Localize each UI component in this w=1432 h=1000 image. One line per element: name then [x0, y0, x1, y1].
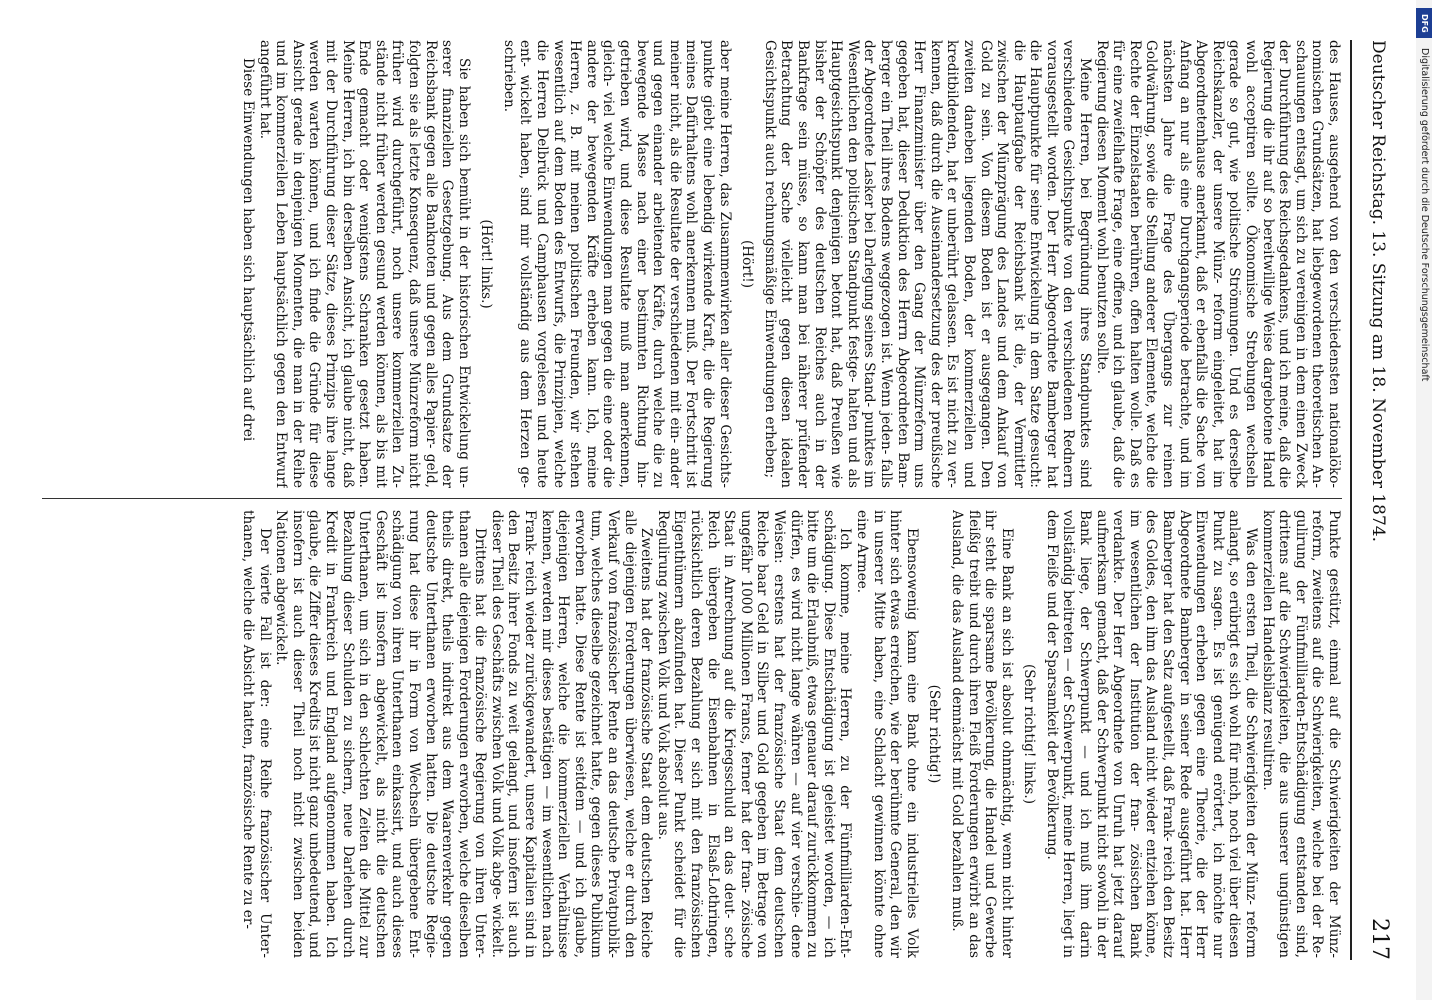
page-number: 217: [1367, 918, 1392, 960]
right-paragraph-4: Ebensowenig kann eine Bank ohne ein industrielles Volk hinter sich etwas erreichen, wie der berühmte General, den wir in unserer Mitte haben, eine Schlacht gewinnen könnte ohne eine Armee.: [853, 510, 920, 958]
column-separator: [42, 498, 1342, 499]
dfg-logo: DFG: [1416, 8, 1432, 38]
right-paragraph-1: Punkte gestützt, einmal auf die Schwierigkeiten der Münz- reform, zweitens auf die Schwierigkeiten, welche bei der Re- gulirung der Fünfmilliarden-Entschädigung entstanden sind, drittens auf die Schwierigkeiten, die aus unserer ungünstigen kommerziellen Handelsbilanz resultiren.: [1259, 510, 1342, 958]
right-paragraph-5: Ich komme, meine Herren, zu der Fünfmilliarden-Ent- schädigung. Diese Entschädigung ist geleistet worden, — ich bitte um die Erlaubniß, etwas genauer darauf zurückkommen zu dürfen, es wird nicht lange währen — auf vier verschie- dene Weisen: erstens hat der französische Staat dem deutschen Reiche baar Geld in Silber und Gold gegeben im Betrage von ungefähr 1000 Millionen Francs, ferner hat der fran- zösische Staat in Anrechnung auf die Kriegsschuld an das deut- sche Reich übergeben die Eisenbahnen in Elsaß-Lothringen, rücksichtlich deren Bezahlung er sich mit den französischen Eigenthümern abzufinden hat. Dieser Punkt scheidet für die Regulirung zwischen Volk und Volk absolut aus.: [654, 510, 854, 958]
left-paragraph-3: aber meine Herren, das Zusammenwirken aller dieser Gesichts- punkte giebt eine lebendig wirkende Kraft, die die Regierung meines Dafürhaltens wohl anerkennen muß. Der Fortschritt ist meiner nicht, als die Resultate der verschiedenen mit ein- ander und gegen einander arbeitenden Kräfte, durch welche die zu bewegende Masse nach einer bestimmten Richtung hin- getrieben wird, und diese Resultate muß man anerkennen, gleich- viel welche Einwendungen man gegen die eine oder die andere der bewegenden Kräfte erheben kann. Ich, meine Herren, z. B. mit meinen politischen Freunden, wir stehen wesentlich auf dem Boden des Entwurfs, die Prinzipien, welche die Herren Delbrück und Camphausen vorgelesen und heute ent- wickelt haben, sind mir vollständig aus dem Herzen ge- schrieben.: [500, 40, 733, 488]
left-paragraph-5: Diese Einwendungen haben sich hauptsächlich auf drei: [240, 58, 256, 442]
header-rule: [1350, 40, 1352, 960]
right-paragraph-7: Drittens hat die französische Regierung von ihren Unter- thanen alle diejenigen Forderungen erworben, welche dieselben theils direkt, theils indirekt aus dem Waarenverkehr gegen deutsche Unterthanen erworben hatten. Die deutsche Regie- rung hat diese ihr in Form von Wechseln übergebene Ent- schädigung von ihren Unterthanen einkassirt, und auch dieses Geschäft ist insofern abgewickelt, als nicht die deutschen Unterthanen, um sich in den schlechten Zeiten die Mittel zur Bezahlung dieser Schulden zu sichern, neue Darlehen durch Kredit in Frankreich und England aufgenommen haben. Ich glaube, die Ziffer dieses Kredits ist nicht ganz unbedeutend, und insofern ist auch dieser Theil noch nicht zwischen beiden Nationen abgewickelt.: [273, 510, 489, 958]
right-paragraph-6: Zweitens hat der französische Staat dem deutschen Reiche alle diejenigen Forderungen überwiesen, welche er durch den Verkauf von französischer Rente an das deutsche Privatpublik- tum, welches dieselbe gezeichnet hatte, gegen dieses Publikum erworben hatte. Diese Rente ist seitdem — und ich glaube, diejenigen Herren, welche die kommerziellen Verhältnisse kennen, werden mir dieses bestätigen — im wesentlichen nach Frank- reich wieder zurückgewandert, unsere Kapitalien sind in den Besitz ihrer Fonds zu weit gelangt, und insofern ist auch dieser Theil des Geschäfts zwischen Volk und Volk abge- wickelt.: [488, 510, 655, 958]
page-header: [1358, 40, 1392, 960]
right-interjection-1: (Sehr richtig! links.): [1021, 663, 1038, 805]
right-paragraph-8: Der vierte Fall ist der: eine Reihe französischer Unter- thanen, welche die Absicht hatten, französische Rente zu er-: [240, 510, 273, 958]
left-paragraph-1: des Hauses, ausgehend von den verschiedensten nationalöko- nomischen Grundsätzen, hat liebgewordenen theoretischen An- schauungen entsagt, um sich zu vereinigen in dem einen Zweck der Durchführung des Reichsgedankens, und ich meine, daß die Regierung die ihr auf so bereitwillige Weise dargebotene Hand wohl acceptiren sollte. Ökonomische Strebungen wechseln gerade so gut, wie politische Strömungen. Und es derselbe Reichskanzler, der unsere Münz- reform eingeleitet, hat im Abgeordnetenhause anerkannt, daß er ebenfalls die Sache von Anfang an nur als eine Durchgangsperiode betrachte, und im nächsten Jahre die Frage des Übergangs zur reinen Goldwährung, sowie die Stellung anderer Elemente, welche die Rechte der Einzelstaaten berühren, offen halten wolle. Daß es für eine zweifelhafte Frage, eine offene, und ich glaube, daß die Regierung diesen Moment wohl benutzen sollte.: [1093, 40, 1342, 488]
right-column: [42, 510, 1342, 958]
running-title: Deutscher Reichstag. 13. Sitzung am 18. November 1874.: [1368, 40, 1388, 543]
left-paragraph-4: Sie haben sich bemüht in der historischen Entwickelung un- serer finanziellen Gesetzgebung. Aus dem Grundsatze der Reichsbank gegen alle Banknoten und gegen alles Papier- geld, folgten sie als letzte Konsequenz, daß unsere Münzreform nicht früher wird durchgeführt, noch unsere kommerziellen Zu- stände nicht früher werden gesund werden können, als bis mit Ende gemacht oder wenigstens Schranken gesetzt haben. Meine Herren, ich bin derselben Ansicht, ich glaube nicht, daß mit der Durchführung dieser Sätze, dieses Prinzips ihre lange werden warten können, und ich finde die Gründe für diese Ansicht gerade in denjenigen Momenten, die man in der Reihe und im kommerziellen Leben hauptsächlich gegen den Entwurf angeführt hat.: [256, 40, 472, 488]
right-interjection-2: (Sehr richtig!): [926, 684, 943, 784]
digitization-credit: Digitalisierung gefördert durch die Deutsche Forschungsgemeinschaft: [1419, 48, 1430, 382]
left-column: [42, 40, 1342, 488]
left-interjection-1: (Hört!): [739, 239, 756, 289]
right-paragraph-2: Was den ersten Theil, die Schwierigkeiten der Münz- reform anlangt, so erübrigt es sich wohl für mich, noch viel über diesen Punkt zu sagen. Es ist genügend erörtert, ich möchte nur Einwendungen erheben gegen eine Theorie, die der Herr Abgeordnete Bamberger in seiner Rede ausgeführt hat. Herr Bamberger hat den Satz aufgestellt, daß Frank- reich den Besitz des Goldes, den ihm das Ausland nicht wieder entziehen könne, im wesentlichen der Institution der fran- zösischen Bank verdankte. Der Herr Abgeordnete von Unruh hat jetzt darauf aufmerksam gemacht, daß der Schwerpunkt nicht sowohl in der Bank liege, der Schwerpunkt — und ich muß ihm darin vollständig beitreten — der Schwerpunkt, meine Herren, liegt in dem Fleiße und der Sparsamkeit der Bevölkerung.: [1043, 510, 1260, 958]
left-interjection-2: (Hört! links.): [478, 219, 495, 309]
left-paragraph-2: Meine Herren, bei Begründung ihres Standpunktes sind verschiedene Gesichtspunkte von den verschiedenen Rednern vorausgestellt worden. Der Herr Abgeordnete Bamberger hat die Hauptpunkte für seine Entwickelung in dem Satze gesucht: die Hauptaufgabe der Reichsbank ist die, der Vermittler zwischen der Münzprägung des Landes und dem Ankauf von Gold zu sein. Von diesem Boden ist er ausgegangen. Den zweiten daneben liegenden Boden, der kommerziellen und kreditbildenden, hat er unberührt gelassen. Es ist nicht zu ver- kennen, daß durch die Auseinandersetzung des der preußische Herr Finanzminister über den Gang der Münzreform uns gegeben hat, dieser Deduktion des Herrn Abgeordneten Bam- berger ein Theil ihres Bodens weggezogen ist. Wenn jeden- falls der Abgeordnete Lasker bei Darlegung seines Stand- punktes im Wesentlichen den politischen Standpunkt festge- halten und als Hauptgesichtspunkt denjenigen betont hat, daß Preußen wie bisher der Schöpfer des deutschen Reiches auch in der Bankfrage sein müsse, so kann man bei näherer prüfender Betrachtung der Sache vielleicht gegen diesen idealen Gesichtspunkt auch rechnungsmäßige Einwendungen erheben;: [761, 40, 1094, 488]
right-paragraph-3: Eine Bank an sich ist absolut ohnmächtig, wenn nicht hinter ihr steht die sparsame Bevölkerung, die Handel und Gewerbe fleißig treibt und durch ihren Fleiß Forderungen erwirbt an das Ausland, die das Ausland demnächst mit Gold bezahlen muß.: [948, 510, 1015, 958]
